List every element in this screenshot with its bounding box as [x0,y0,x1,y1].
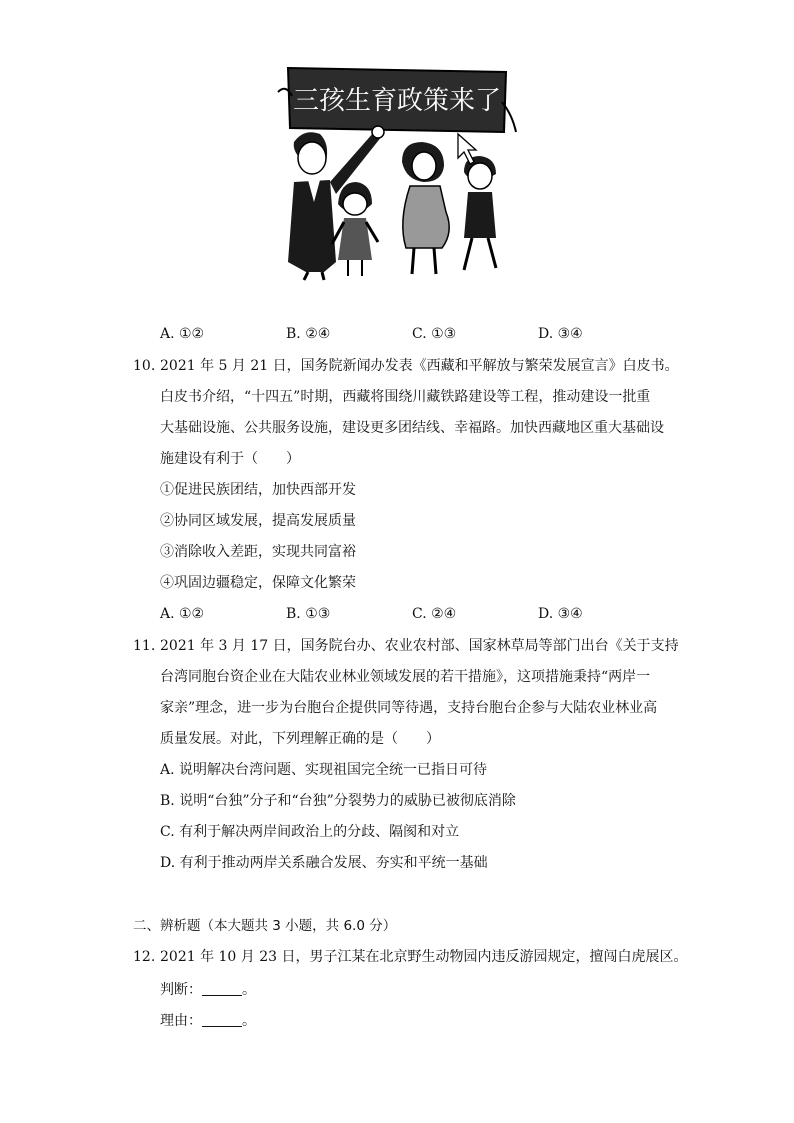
q11-line-4: 质量发展。对此，下列理解正确的是（ ） [160,731,440,747]
judge-label: 判断： [160,982,202,998]
q9-option-a: A. ①② [160,326,205,342]
three-child-policy-cartoon [274,62,520,284]
q11-option-b: B. 说明“台独”分子和“台独”分裂势力的威胁已被彻底消除 [160,793,516,809]
reason-label: 理由： [160,1013,202,1029]
mouse-cursor-icon [458,134,476,164]
q12-reason-row [160,1011,256,1031]
q10-line-1: 2021 年 5 月 21 日，国务院新闻办发表《西藏和平解放与繁荣发展宣言》白皮书。 [160,358,679,374]
boy-figure [464,156,496,270]
q12-number: 12. [133,949,156,965]
q10-item-2: ②协同区域发展，提高发展质量 [160,513,356,529]
q9-option-c: C. ①③ [412,326,457,342]
reason-answer-blank[interactable] [202,1012,242,1027]
reason-end-mark: 。 [242,1013,256,1029]
q11-number: 11. [133,638,156,654]
section-2-title: 二、辨析题（本大题共 3 小题，共 6.0 分） [133,918,397,934]
q11-line-1: 2021 年 3 月 17 日，国务院台办、农业农村部、国家林草局等部门出台《关于支持 [160,638,679,654]
mother-figure [402,142,449,274]
q10-line-2: 白皮书介绍，“十四五”时期，西藏将围绕川藏铁路建设等工程，推动建设一批重 [160,389,651,405]
q10-item-4: ④巩固边疆稳定，保障文化繁荣 [160,575,356,591]
q10-option-d: D. ③④ [538,606,583,622]
q10-item-1: ①促进民族团结，加快西部开发 [160,482,356,498]
q10-item-3: ③消除收入差距，实现共同富裕 [160,544,356,560]
q11-option-a: A. 说明解决台湾问题、实现祖国完全统一已指日可待 [160,762,488,778]
banner-text: 三孩生育政策来了 [292,86,502,116]
q10-line-3: 大基础设施、公共服务设施，建设更多团结线、幸福路。加快西藏地区重大基础设 [160,420,664,436]
q11-option-c: C. 有利于解决两岸间政治上的分歧、隔阂和对立 [160,824,460,840]
q10-line-4: 施建设有利于（ ） [160,451,300,467]
q9-option-b: B. ②④ [286,326,331,342]
q11-line-3: 家亲”理念，进一步为台胞台企提供同等待遇，支持台胞台企参与大陆农业林业高 [160,700,658,716]
judge-answer-blank[interactable] [202,981,242,996]
judge-end-mark: 。 [242,982,256,998]
q12-line-1: 2021 年 10 月 23 日，男子江某在北京野生动物园内违反游园规定，擅闯白虎展区。 [160,949,688,965]
q11-option-d: D. 有利于推动两岸关系融合发展、夯实和平统一基础 [160,855,488,871]
q10-option-b: B. ①③ [286,606,331,622]
q11-line-2: 台湾同胞台资企业在大陆农业林业领域发展的若干措施》，这项措施秉持“两岸一 [160,669,651,685]
q10-option-a: A. ①② [160,606,205,622]
q12-judge-row [160,980,256,1000]
q10-option-c: C. ②④ [412,606,457,622]
q9-option-d: D. ③④ [538,326,583,342]
q10-number: 10. [133,358,156,374]
girl-figure [332,182,378,276]
